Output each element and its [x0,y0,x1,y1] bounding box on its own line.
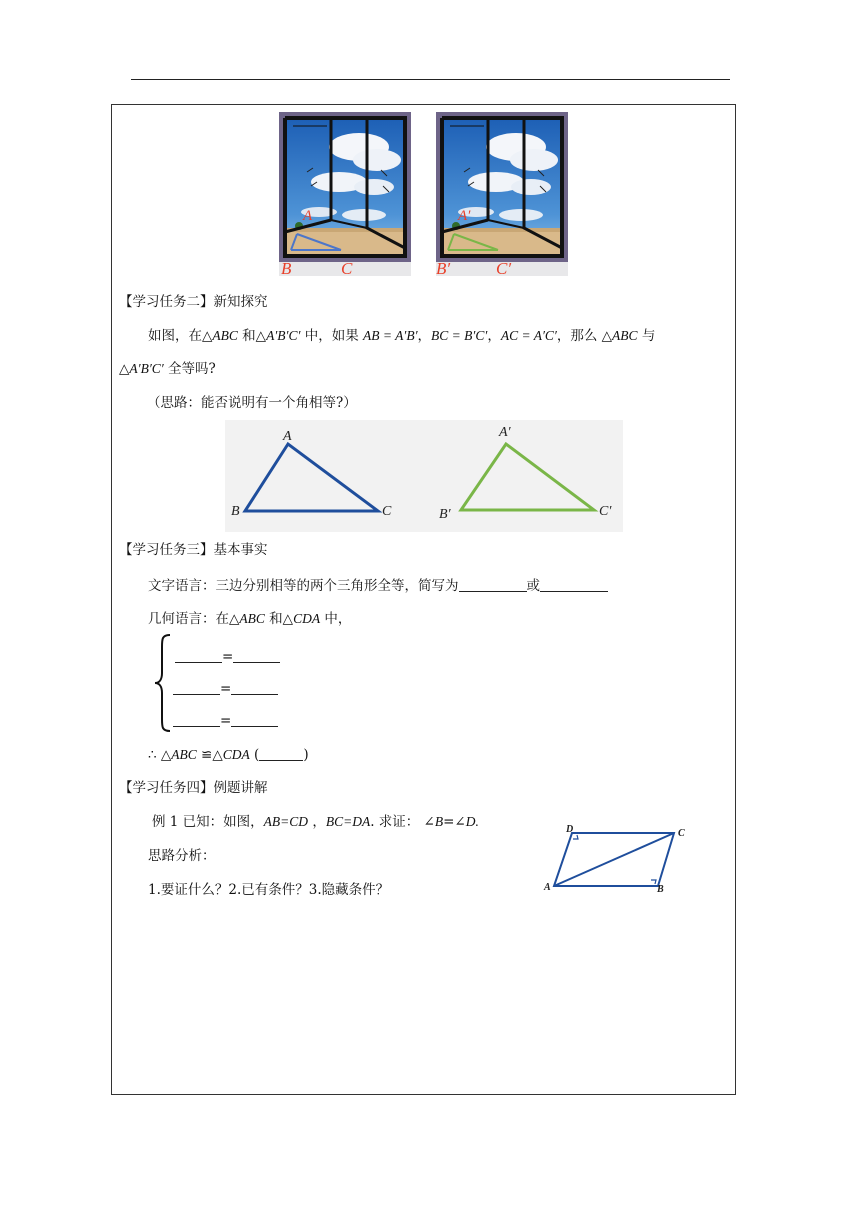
text: 如图，在△ [148,328,213,344]
task3-text-language [148,577,608,595]
text: 全等吗? [163,361,216,377]
text: =∠ [443,814,466,830]
equation-blank-left[interactable] [173,681,220,695]
window-label-a: A [303,208,313,224]
text: . 求证： ∠ [370,814,435,830]
reason-blank[interactable] [259,747,303,761]
text: △ [119,361,130,377]
math-d: D. [465,814,479,829]
task4-example [152,813,479,831]
left-brace [153,633,173,733]
math-b: B [434,814,444,829]
text: ≌△ [196,747,223,763]
triangles-figure [225,420,623,532]
task2-heading: 【学习任务二】新知探究 [119,294,268,310]
text: 和△ [237,328,267,344]
window-image-left [279,112,411,276]
text: ( [249,747,260,763]
task3-heading: 【学习任务三】基本事实 [119,542,268,558]
window-image-right [436,112,568,276]
equation-row-1 [175,648,280,666]
parallelogram-label-a: A [544,882,551,893]
math-eq1: AB = A′B′ [363,328,418,343]
equation-blank-right[interactable] [231,713,278,727]
answer-blank-2[interactable] [540,578,608,592]
math-abc-prime: A′B′C′ [266,328,301,343]
text: ， [487,328,501,344]
task2-hint: （思路：能否说明有一个角相等?） [147,395,357,411]
text: ， [308,814,326,830]
task2-question-line2 [119,360,216,378]
equation-row-3 [173,712,278,730]
task4-questions: 1.要证什么？2.已有条件？3.隐藏条件？ [148,882,390,898]
triangle-label-a: A [283,429,292,444]
equals-sign: = [220,713,232,729]
equation-blank-right[interactable] [233,649,280,663]
text: 和△ [264,611,294,627]
equation-blank-right[interactable] [231,681,278,695]
text: 与 [637,328,656,344]
math-eq2: BC = B′C′ [431,328,488,343]
text: 文字语言：三边分别相等的两个三角形全等，简写为 [148,578,459,594]
math-abc-prime: A′B′C′ [129,361,164,376]
equals-sign: = [220,681,232,697]
text: ，那么 △ [556,328,613,344]
triangle-label-b-prime: B′ [439,507,451,522]
equation-blank-left[interactable] [173,713,220,727]
math-abc: ABC [212,328,238,343]
window-label-c: C [341,259,353,278]
task2-question-line1 [148,327,655,345]
window-label-b: B [281,259,292,278]
triangle-label-b: B [231,504,240,519]
text: 例 1 已知：如图， [152,814,264,830]
task4-analysis: 思路分析： [148,848,216,864]
triangle-label-c: C [382,504,392,519]
text: ) [303,747,309,763]
content-frame [111,104,736,1095]
math-abc: ABC [612,328,638,343]
text: ∴ △ [148,747,172,763]
task4-heading: 【学习任务四】例题讲解 [119,780,268,796]
window-label-c-prime: C′ [496,259,512,278]
math-abc: ABC [171,747,197,762]
angle-mark-d [573,835,578,839]
text: 几何语言：在△ [148,611,240,627]
angle-mark-b [651,880,656,884]
math-cda: CDA [293,611,321,626]
equation-row-2 [173,680,278,698]
task3-geometry-language [148,610,351,628]
math-abc: ABC [239,611,265,626]
text: 或 [526,578,540,594]
text: 中， [320,611,352,627]
window-label-b-prime: B′ [436,259,451,278]
math-bc-da: BC=DA [325,814,371,829]
parallelogram-label-c: C [678,828,685,839]
text: 中，如果 [300,328,364,344]
parallelogram-label-b: B [657,884,664,895]
answer-blank-1[interactable] [459,578,527,592]
triangle-label-a-prime: A′ [499,425,511,440]
math-ab-cd: AB=CD [263,814,309,829]
diagonal-ac [554,833,674,886]
equals-sign: = [222,649,234,665]
window-label-a-prime: A′ [458,208,471,224]
triangle-label-c-prime: C′ [599,504,612,519]
header-rule [131,79,730,80]
equation-blank-left[interactable] [175,649,222,663]
parallelogram-label-d: D [566,824,574,835]
math-eq3: AC = A′C′ [500,328,557,343]
math-cda: CDA [222,747,250,762]
task3-conclusion [148,746,309,764]
text: ， [417,328,432,344]
parallelogram-figure [540,820,690,900]
